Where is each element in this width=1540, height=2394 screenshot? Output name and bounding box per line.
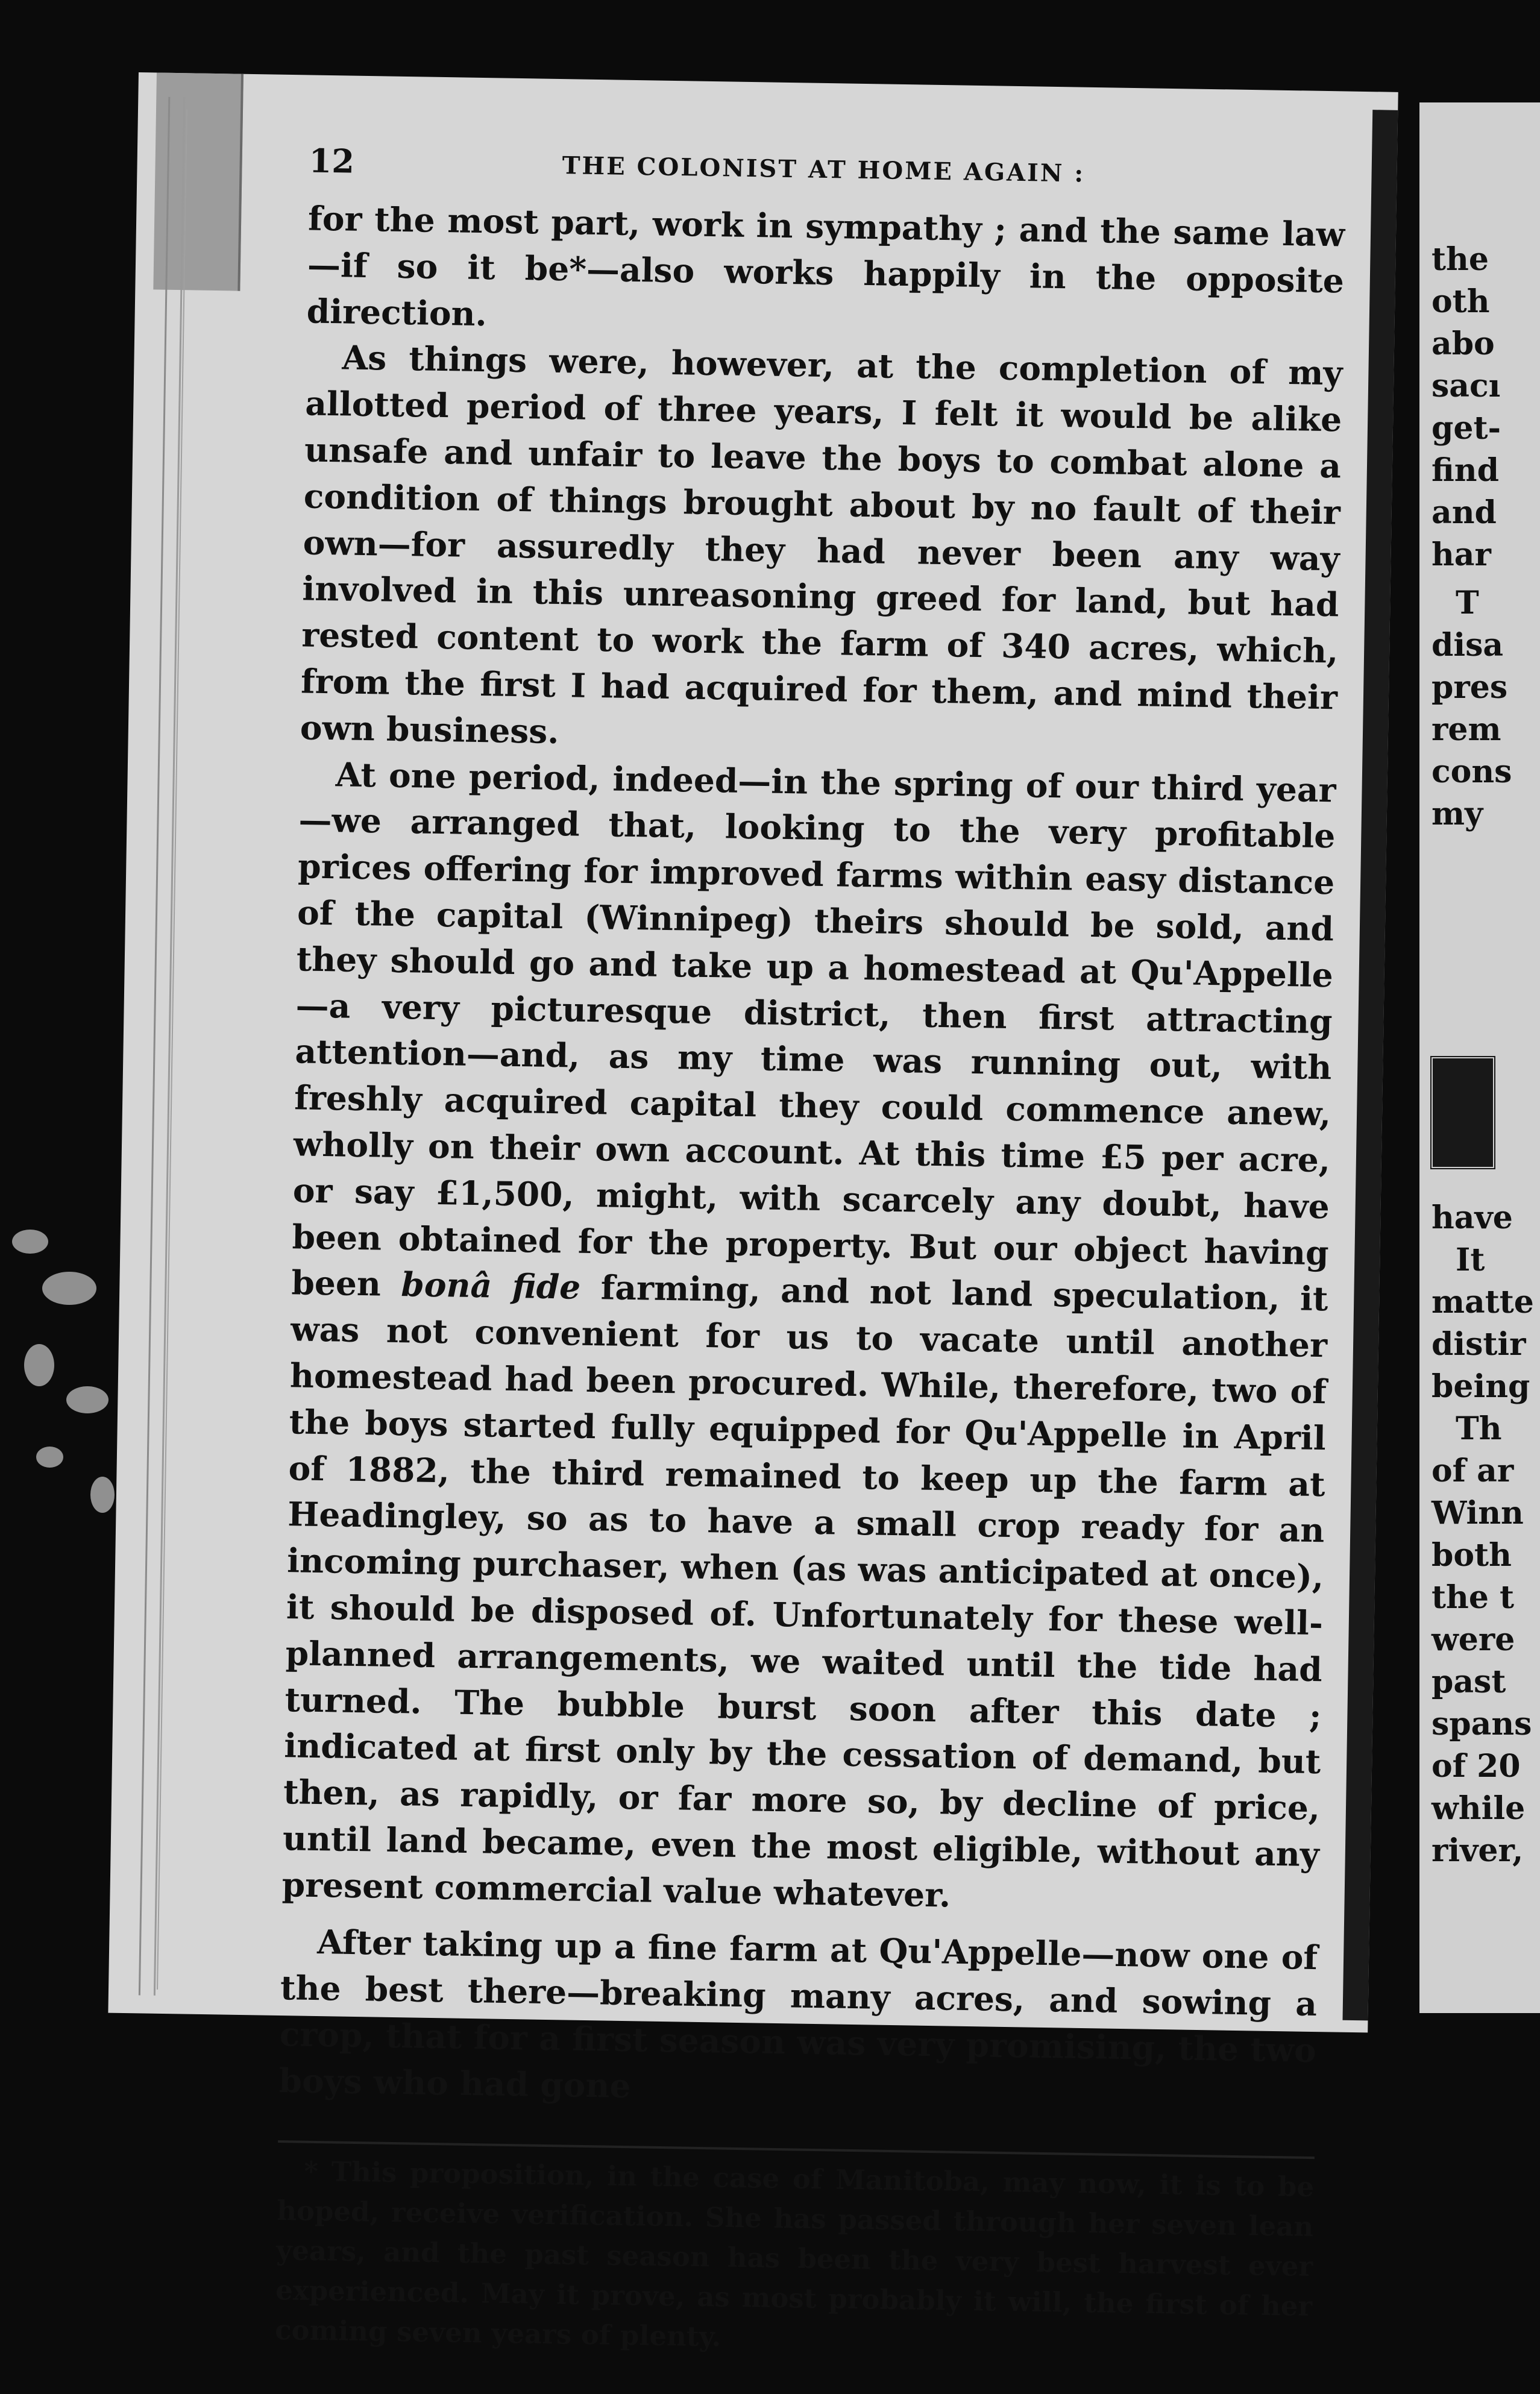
paragraph-4: After taking up a fine farm at Qu'Appelle—now one of the best there—breaking many acres, and sowing a crop, that for a first season was very promising, the two boys who had gone — [278, 1922, 1318, 2106]
next-page-fragment: Th — [1456, 1410, 1502, 1447]
next-page-fragment: abo — [1432, 325, 1495, 362]
next-page-fragment: both — [1432, 1537, 1512, 1574]
paragraph-3-part-a: At one period, indeed—in the spring of our third year—we arranged that, looking to the very profitable prices offering for improved farms within easy distance of the capital (Winnipeg) theirs should be sold, and they should go and take up a homestead at Qu'Appelle—a very picturesque district, then first attracting attention—and, as my time was running out, with freshly acquired capital they could commence anew, wholly on their own account. At this time £5 per acre, or say £1,500, might, with scarcely any doubt, have been obtained for the property. But our object having been — [291, 754, 1337, 1304]
next-page-fragment: oth — [1432, 283, 1490, 320]
scan-speckle — [24, 1344, 54, 1386]
scan-speckle — [12, 1230, 48, 1254]
paragraph-3-part-b: farming, and not land speculation, it was not convenient for us to vacate until another homestead had been procured. While, therefore, two of the boys started fully equipped for Qu'Appelle in April of 1882, the third remained to keep up the farm at Headingley, so as to have a small crop ready for an incoming purchaser, when (as was anticipated at once), it should be disposed of. Unfortunately for these well-planned arrangements, we waited until the tide had turned. The bubble burst soon after this date ; indicated at first only by the cessation of demand, but then, as rapidly, or far more so, by decline of price, until land became, even the most eligible, without any present commercial value whatever. — [281, 1268, 1328, 1915]
text-block — [274, 141, 1346, 2393]
scan-speckle — [42, 1272, 96, 1305]
next-page-fragment: have — [1432, 1199, 1513, 1236]
next-page-fragment: disa — [1432, 627, 1504, 664]
paragraph-3 — [281, 751, 1336, 1924]
next-page-fragment: It — [1456, 1242, 1485, 1278]
scan-speckle — [36, 1447, 63, 1468]
next-page-fragment: sacı — [1432, 368, 1501, 404]
next-page-fragment: get- — [1432, 410, 1501, 447]
next-page-fragment: rem — [1432, 711, 1501, 748]
next-page-fragment: spans — [1432, 1706, 1532, 1742]
italic-phrase: bonâ fide — [400, 1265, 581, 1307]
running-head: THE COLONIST AT HOME AGAIN : — [562, 151, 1086, 188]
paragraph-2: As things were, however, at the completion of my allotted period of three years, I felt it would be alike unsafe and unfair to leave the boys to combat alone a condition of things brought about by no fault of their own—for assuredly they had never been any way involved in this unreasoning greed for land, but had rested content to work the farm of 340 acres, which, from the first I had acquired for them, and mind their own business. — [300, 338, 1343, 751]
next-page-fragment: while — [1432, 1790, 1526, 1827]
scan-speckle — [66, 1386, 108, 1413]
book-page — [108, 72, 1398, 2353]
next-page-fragment: of 20 — [1432, 1748, 1521, 1785]
page-number: 12 — [309, 141, 355, 181]
scan-speckle — [90, 1477, 115, 1513]
next-page-fragment: past — [1432, 1664, 1506, 1700]
next-page-fragment: find — [1432, 452, 1499, 489]
next-page-fragment: har — [1432, 536, 1491, 573]
footnote: * This proposition, in the case of Manitoba, may now, it is to be hoped, receive verification. She has passed through her seven lean years, and the past season has been the very best harvest ever experienced. May it prove, as most probably it will, the first of her coming seven years of plenty. — [274, 2155, 1315, 2353]
next-page-fragment: were — [1432, 1621, 1515, 1658]
next-page-fragment: of ar — [1432, 1453, 1514, 1489]
next-page-fragment: the t — [1432, 1579, 1515, 1616]
next-page-fragment: and — [1432, 494, 1497, 531]
next-page-fragment: my — [1432, 796, 1483, 832]
next-page-fragment: Winn — [1432, 1495, 1524, 1532]
next-page-fragment: being — [1432, 1368, 1530, 1405]
adjacent-page — [1419, 102, 1540, 2013]
book-gutter — [1342, 110, 1398, 2020]
paragraph-1: for the most part, work in sympathy ; and the same law—if so it be*—also works happily in the opposite direction. — [306, 198, 1345, 333]
next-page-fragment: T — [1456, 585, 1479, 621]
next-page-fragment: pres — [1432, 669, 1508, 706]
drop-cap-ornament — [1429, 1055, 1497, 1170]
next-page-fragment: distir — [1432, 1326, 1526, 1363]
next-page-fragment: river, — [1432, 1832, 1524, 1869]
next-page-fragment: cons — [1432, 753, 1512, 790]
next-page-fragment: matte — [1432, 1284, 1534, 1321]
next-page-fragment: the — [1432, 241, 1489, 278]
